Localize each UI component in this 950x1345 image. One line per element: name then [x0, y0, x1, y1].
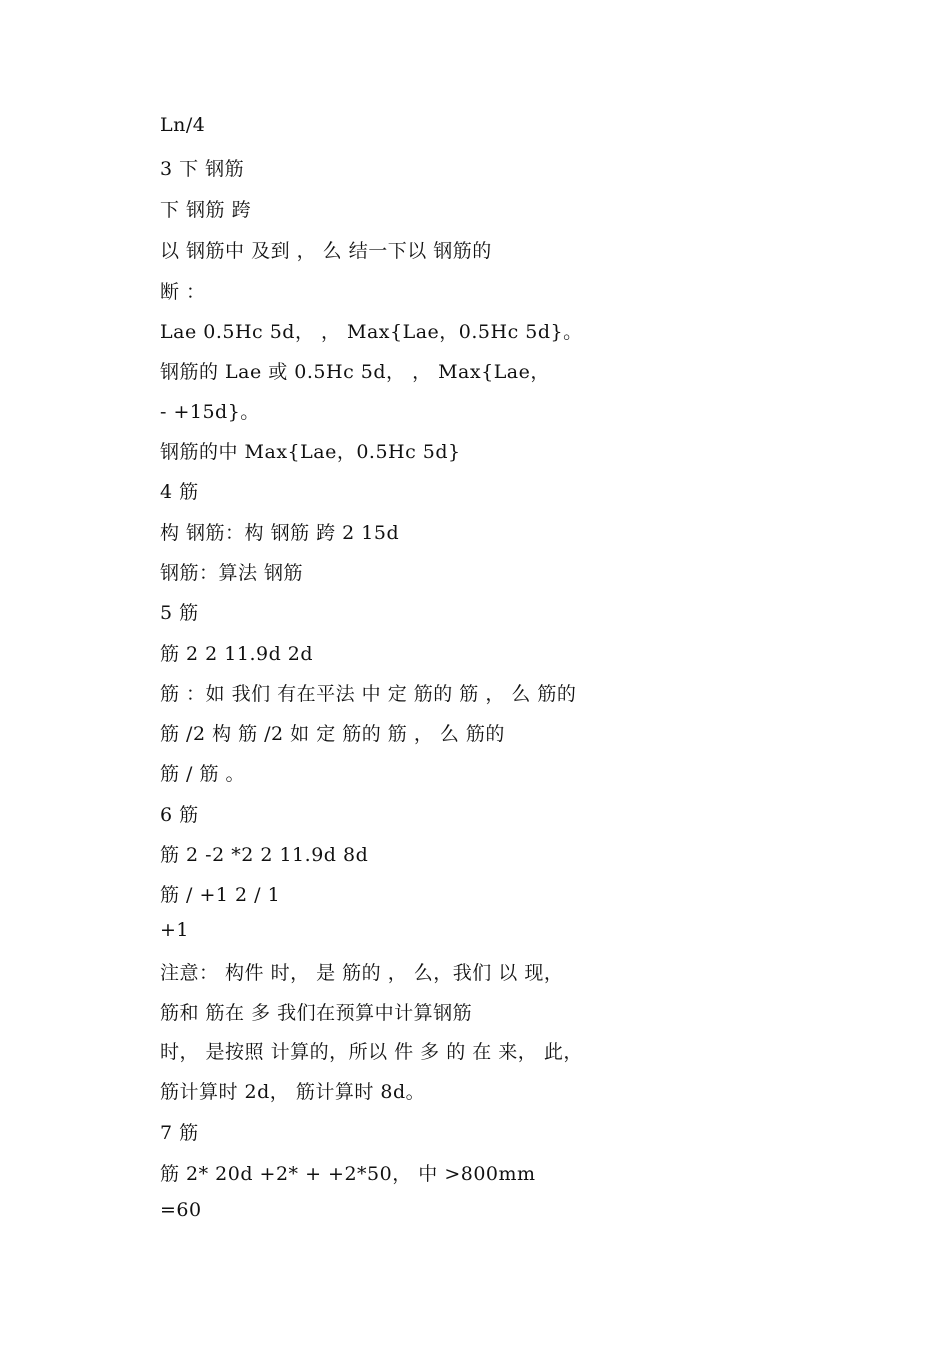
text-line: +1	[160, 919, 190, 941]
text-line: 钢筋的 Lae 或 0.5Hc 5d， ， Max{Lae，	[160, 361, 550, 383]
text-line: 断 ：	[160, 281, 206, 303]
text-line: 以 钢筋中 及到 ， 么 结一下以 钢筋的	[160, 240, 492, 262]
text-line: 下 钢筋 跨	[160, 199, 252, 221]
text-line: 筋 ：如 我们 有在平法 中 定 筋的 筋 ， 么 筋的	[160, 683, 577, 705]
text-line: 筋 2* 20d +2* + +2*50， 中 >800mm	[160, 1163, 536, 1185]
text-line: 钢筋的中 Max{Lae，0.5Hc 5d}	[160, 441, 461, 463]
section-heading: 5 筋	[160, 602, 199, 624]
section-heading: 6 筋	[160, 804, 199, 826]
text-line: 筋和 筋在 多 我们在预算中计算钢筋	[160, 1002, 473, 1024]
text-line: 筋 /2 构 筋 /2 如 定 筋的 筋 ， 么 筋的	[160, 723, 505, 745]
text-line: Lae 0.5Hc 5d， ， Max{Lae，0.5Hc 5d}。	[160, 321, 583, 343]
text-line: 构 钢筋：构 钢筋 跨 2 15d	[160, 522, 400, 544]
text-line: 筋计算时 2d， 筋计算时 8d。	[160, 1081, 426, 1103]
text-line: 筋 / 筋 。	[160, 763, 246, 785]
text-line: =60	[160, 1199, 202, 1221]
text-line: - +15d}。	[160, 401, 260, 423]
section-heading: 4 筋	[160, 481, 199, 503]
text-line: 时， 是按照 计算的，所以 件 多 的 在 来， 此，	[160, 1041, 583, 1063]
text-line: 筋 2 2 11.9d 2d	[160, 643, 314, 665]
text-line: 钢筋：算法 钢筋	[160, 562, 304, 584]
text-line: Ln/4	[160, 114, 206, 136]
section-heading: 3 下 钢筋	[160, 158, 245, 180]
note-line: 注意： 构件 时， 是 筋的 ， 么，我们 以 现，	[160, 962, 564, 984]
text-line: 筋 / +1 2 / 1	[160, 884, 281, 906]
section-heading: 7 筋	[160, 1122, 199, 1144]
text-line: 筋 2 -2 *2 2 11.9d 8d	[160, 844, 369, 866]
